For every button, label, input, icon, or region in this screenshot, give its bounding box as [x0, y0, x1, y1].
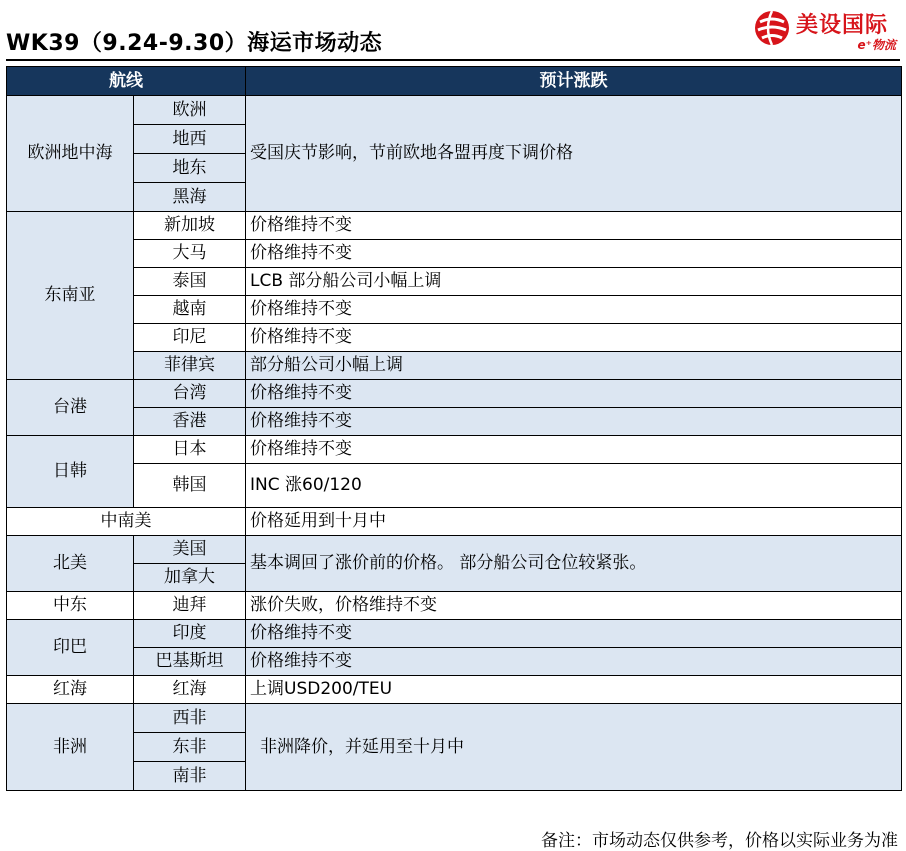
region-cell: 红海 — [7, 676, 134, 704]
forecast-cell: 价格维持不变 — [246, 240, 902, 268]
forecast-cell: 价格维持不变 — [246, 648, 902, 676]
route-cell: 美国 — [134, 536, 246, 564]
table-row — [7, 536, 902, 564]
route-cell: 巴基斯坦 — [134, 648, 246, 676]
forecast-cell: 涨价失败，价格维持不变 — [246, 592, 902, 620]
route-cell: 加拿大 — [134, 564, 246, 592]
route-cell: 新加坡 — [134, 212, 246, 240]
route-cell: 西非 — [134, 704, 246, 733]
table-row — [7, 648, 902, 676]
forecast-cell: 价格维持不变 — [246, 212, 902, 240]
forecast-cell: 部分船公司小幅上调 — [246, 352, 902, 380]
forecast-cell: 价格维持不变 — [246, 408, 902, 436]
logo-subtext: e⁺物流 — [857, 38, 896, 52]
title-divider — [6, 59, 900, 61]
table-row — [7, 212, 902, 240]
route-cell: 香港 — [134, 408, 246, 436]
region-cell: 非洲 — [7, 704, 134, 791]
route-cell: 地东 — [134, 154, 246, 183]
route-cell: 日本 — [134, 436, 246, 464]
table-header-row — [7, 67, 902, 96]
route-cell: 迪拜 — [134, 592, 246, 620]
route-cell: 越南 — [134, 296, 246, 324]
table-row — [7, 704, 902, 733]
forecast-cell: LCB 部分船公司小幅上调 — [246, 268, 902, 296]
logo-text: 美设国际 — [796, 13, 889, 38]
page-title: WK39（9.24-9.30）海运市场动态 — [6, 31, 383, 56]
route-cell: 欧洲 — [134, 96, 246, 125]
forecast-cell: 非洲降价，并延用至十月中 — [246, 704, 902, 791]
forecast-cell: 受国庆节影响，节前欧地各盟再度下调价格 — [246, 96, 902, 212]
table-row — [7, 240, 902, 268]
route-cell: 菲律宾 — [134, 352, 246, 380]
table-row — [7, 620, 902, 648]
forecast-cell: INC 涨60/120 — [246, 464, 902, 508]
route-cell: 大马 — [134, 240, 246, 268]
table-row — [7, 436, 902, 464]
region-cell: 北美 — [7, 536, 134, 592]
route-cell: 台湾 — [134, 380, 246, 408]
table-row — [7, 380, 902, 408]
table-row — [7, 592, 902, 620]
route-cell: 泰国 — [134, 268, 246, 296]
forecast-cell: 价格维持不变 — [246, 436, 902, 464]
forecast-cell: 价格维持不变 — [246, 380, 902, 408]
forecast-cell: 价格维持不变 — [246, 324, 902, 352]
table-row — [7, 676, 902, 704]
region-cell: 台港 — [7, 380, 134, 436]
region-cell: 中南美 — [7, 508, 246, 536]
route-cell: 红海 — [134, 676, 246, 704]
region-cell: 中东 — [7, 592, 134, 620]
forecast-cell: 价格维持不变 — [246, 620, 902, 648]
region-cell: 印巴 — [7, 620, 134, 676]
table-row — [7, 96, 902, 125]
table-row — [7, 408, 902, 436]
region-cell: 欧洲地中海 — [7, 96, 134, 212]
forecast-cell: 价格延用到十月中 — [246, 508, 902, 536]
forecast-cell: 基本调回了涨价前的价格。 部分船公司仓位较紧张。 — [246, 536, 902, 592]
route-cell: 印尼 — [134, 324, 246, 352]
table-row — [7, 508, 902, 536]
route-cell: 南非 — [134, 762, 246, 791]
table-row — [7, 324, 902, 352]
table-row — [7, 352, 902, 380]
region-cell: 日韩 — [7, 436, 134, 508]
route-cell: 东非 — [134, 733, 246, 762]
col-header-route: 航线 — [7, 67, 246, 96]
brand-logo — [752, 4, 902, 56]
region-cell: 东南亚 — [7, 212, 134, 380]
forecast-cell: 价格维持不变 — [246, 296, 902, 324]
col-header-forecast: 预计涨跌 — [246, 67, 902, 96]
table-row — [7, 464, 902, 508]
forecast-cell: 上调USD200/TEU — [246, 676, 902, 704]
footer-note: 备注：市场动态仅供参考，价格以实际业务为准 — [541, 831, 898, 851]
globe-logo-icon — [752, 8, 792, 48]
route-cell: 印度 — [134, 620, 246, 648]
route-cell: 地西 — [134, 125, 246, 154]
route-cell: 黑海 — [134, 183, 246, 212]
table-row — [7, 296, 902, 324]
route-cell: 韩国 — [134, 464, 246, 508]
table-row — [7, 268, 902, 296]
freight-table — [6, 66, 902, 791]
